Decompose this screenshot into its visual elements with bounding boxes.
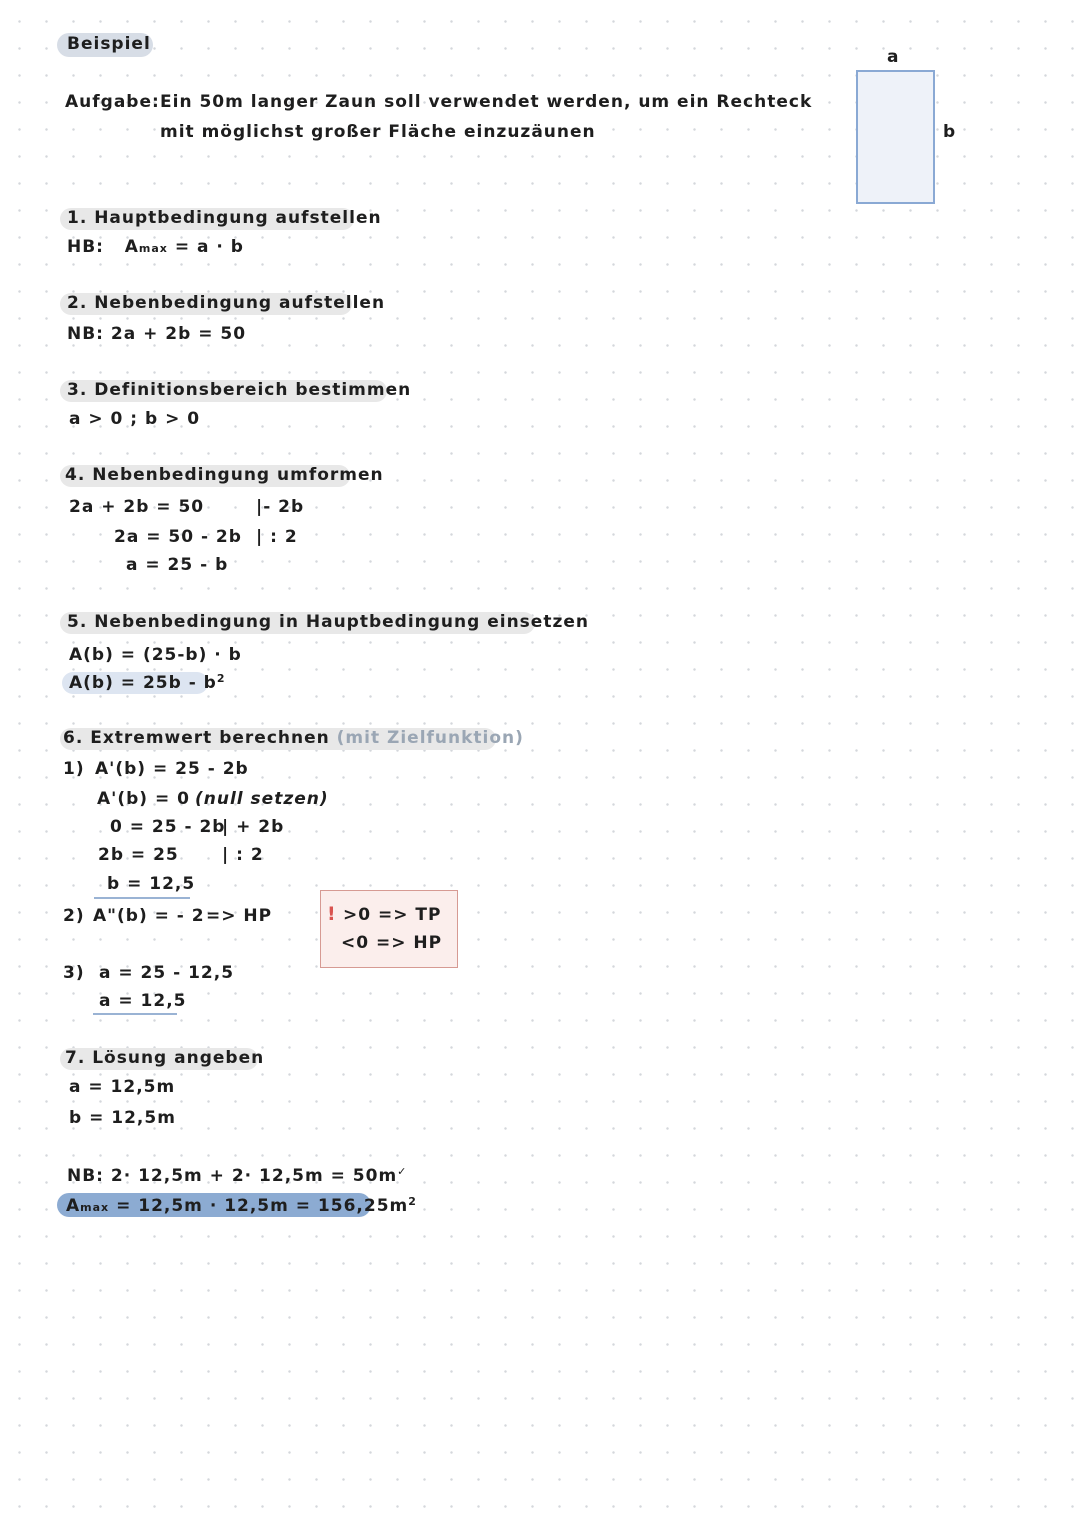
- step4-l1: 2a + 2b = 50: [69, 497, 205, 517]
- task-line-1: Ein 50m langer Zaun soll verwendet werden, um ein Rechteck: [160, 92, 813, 112]
- final-result-sub: max: [80, 1201, 110, 1214]
- final-result-a: A: [66, 1196, 81, 1216]
- step4-l3: a = 25 - b: [126, 555, 229, 575]
- step6-a3: 0 = 25 - 2b: [110, 817, 226, 837]
- figure-side-a: a: [887, 47, 900, 67]
- step6-title: 6. Extremwert berechnen: [63, 728, 330, 748]
- figure-side-b: b: [943, 122, 957, 142]
- hb-a: A: [124, 237, 139, 257]
- step2-title: 2. Nebenbedingung aufstellen: [67, 293, 386, 313]
- step5-l2: [69, 672, 226, 693]
- beispiel-label: Beispiel: [67, 34, 151, 54]
- rule-box-mark: !: [327, 903, 337, 925]
- rule-box-line-1: >0 => TP: [343, 905, 442, 925]
- rectangle-figure: [856, 70, 935, 204]
- step5-l1: A(b) = (25-b) · b: [69, 645, 242, 665]
- step7-nb-text: NB: 2· 12,5m + 2· 12,5m = 50m: [67, 1166, 398, 1186]
- final-result-rhs: = 12,5m · 12,5m = 156,25m: [109, 1196, 409, 1216]
- step6-c1: a = 25 - 12,5: [99, 963, 235, 983]
- step6-n2: 2): [63, 906, 85, 926]
- task-line-2: mit möglichst großer Fläche einzuzäunen: [160, 122, 596, 142]
- final-result: [66, 1195, 417, 1216]
- step2-line: NB: 2a + 2b = 50: [67, 324, 247, 344]
- check-icon: ✓: [397, 1165, 408, 1178]
- step6-c2-underline: [93, 1013, 177, 1015]
- step7-l1: a = 12,5m: [69, 1077, 176, 1097]
- step4-l2: 2a = 50 - 2b: [114, 527, 242, 547]
- final-result-sup: 2: [408, 1195, 417, 1208]
- step6-n1: 1): [63, 759, 85, 779]
- step5-l2-text: A(b) = 25b - b: [69, 673, 217, 693]
- step5-l2-sup: 2: [216, 672, 226, 685]
- step5-title: 5. Nebenbedingung in Hauptbedingung einsetzen: [67, 612, 589, 632]
- step6-a3-op: | + 2b: [222, 817, 285, 837]
- step6-c2: a = 12,5: [99, 991, 187, 1011]
- step6-a5-underline: [94, 897, 190, 899]
- step4-title: 4. Nebenbedingung umformen: [65, 465, 384, 485]
- hb-label: HB:: [67, 237, 104, 257]
- step6-n3: 3): [63, 963, 85, 983]
- hb-sub: max: [138, 242, 168, 255]
- rule-box-line-2: <0 => HP: [341, 933, 443, 953]
- step4-l1-op: |- 2b: [256, 497, 305, 517]
- task-label: Aufgabe:: [65, 92, 160, 112]
- step3-line: a > 0 ; b > 0: [69, 409, 201, 429]
- rule-box: [320, 890, 458, 968]
- step6-a4: 2b = 25: [98, 845, 179, 865]
- step6-a2: A'(b) = 0: [97, 789, 190, 809]
- step6-b1-res: => HP: [206, 906, 273, 926]
- step7-l2: b = 12,5m: [69, 1108, 176, 1128]
- step6-a1: A'(b) = 25 - 2b: [95, 759, 249, 779]
- step6-b1: A"(b) = - 2: [93, 906, 205, 926]
- step4-l2-op: | : 2: [256, 527, 298, 547]
- step6-title-note: (mit Zielfunktion): [336, 728, 524, 748]
- step1-hb: [67, 237, 244, 257]
- step6-a4-op: | : 2: [222, 845, 264, 865]
- step6-title-line: [63, 728, 524, 748]
- step6-a2-note: (null setzen): [195, 789, 329, 809]
- hb-rhs: = a · b: [174, 237, 244, 257]
- step7-nb: [67, 1165, 407, 1186]
- step1-title: 1. Hauptbedingung aufstellen: [67, 208, 382, 228]
- step7-title: 7. Lösung angeben: [65, 1048, 265, 1068]
- step6-a5: b = 12,5: [107, 874, 196, 894]
- step3-title: 3. Definitionsbereich bestimmen: [67, 380, 412, 400]
